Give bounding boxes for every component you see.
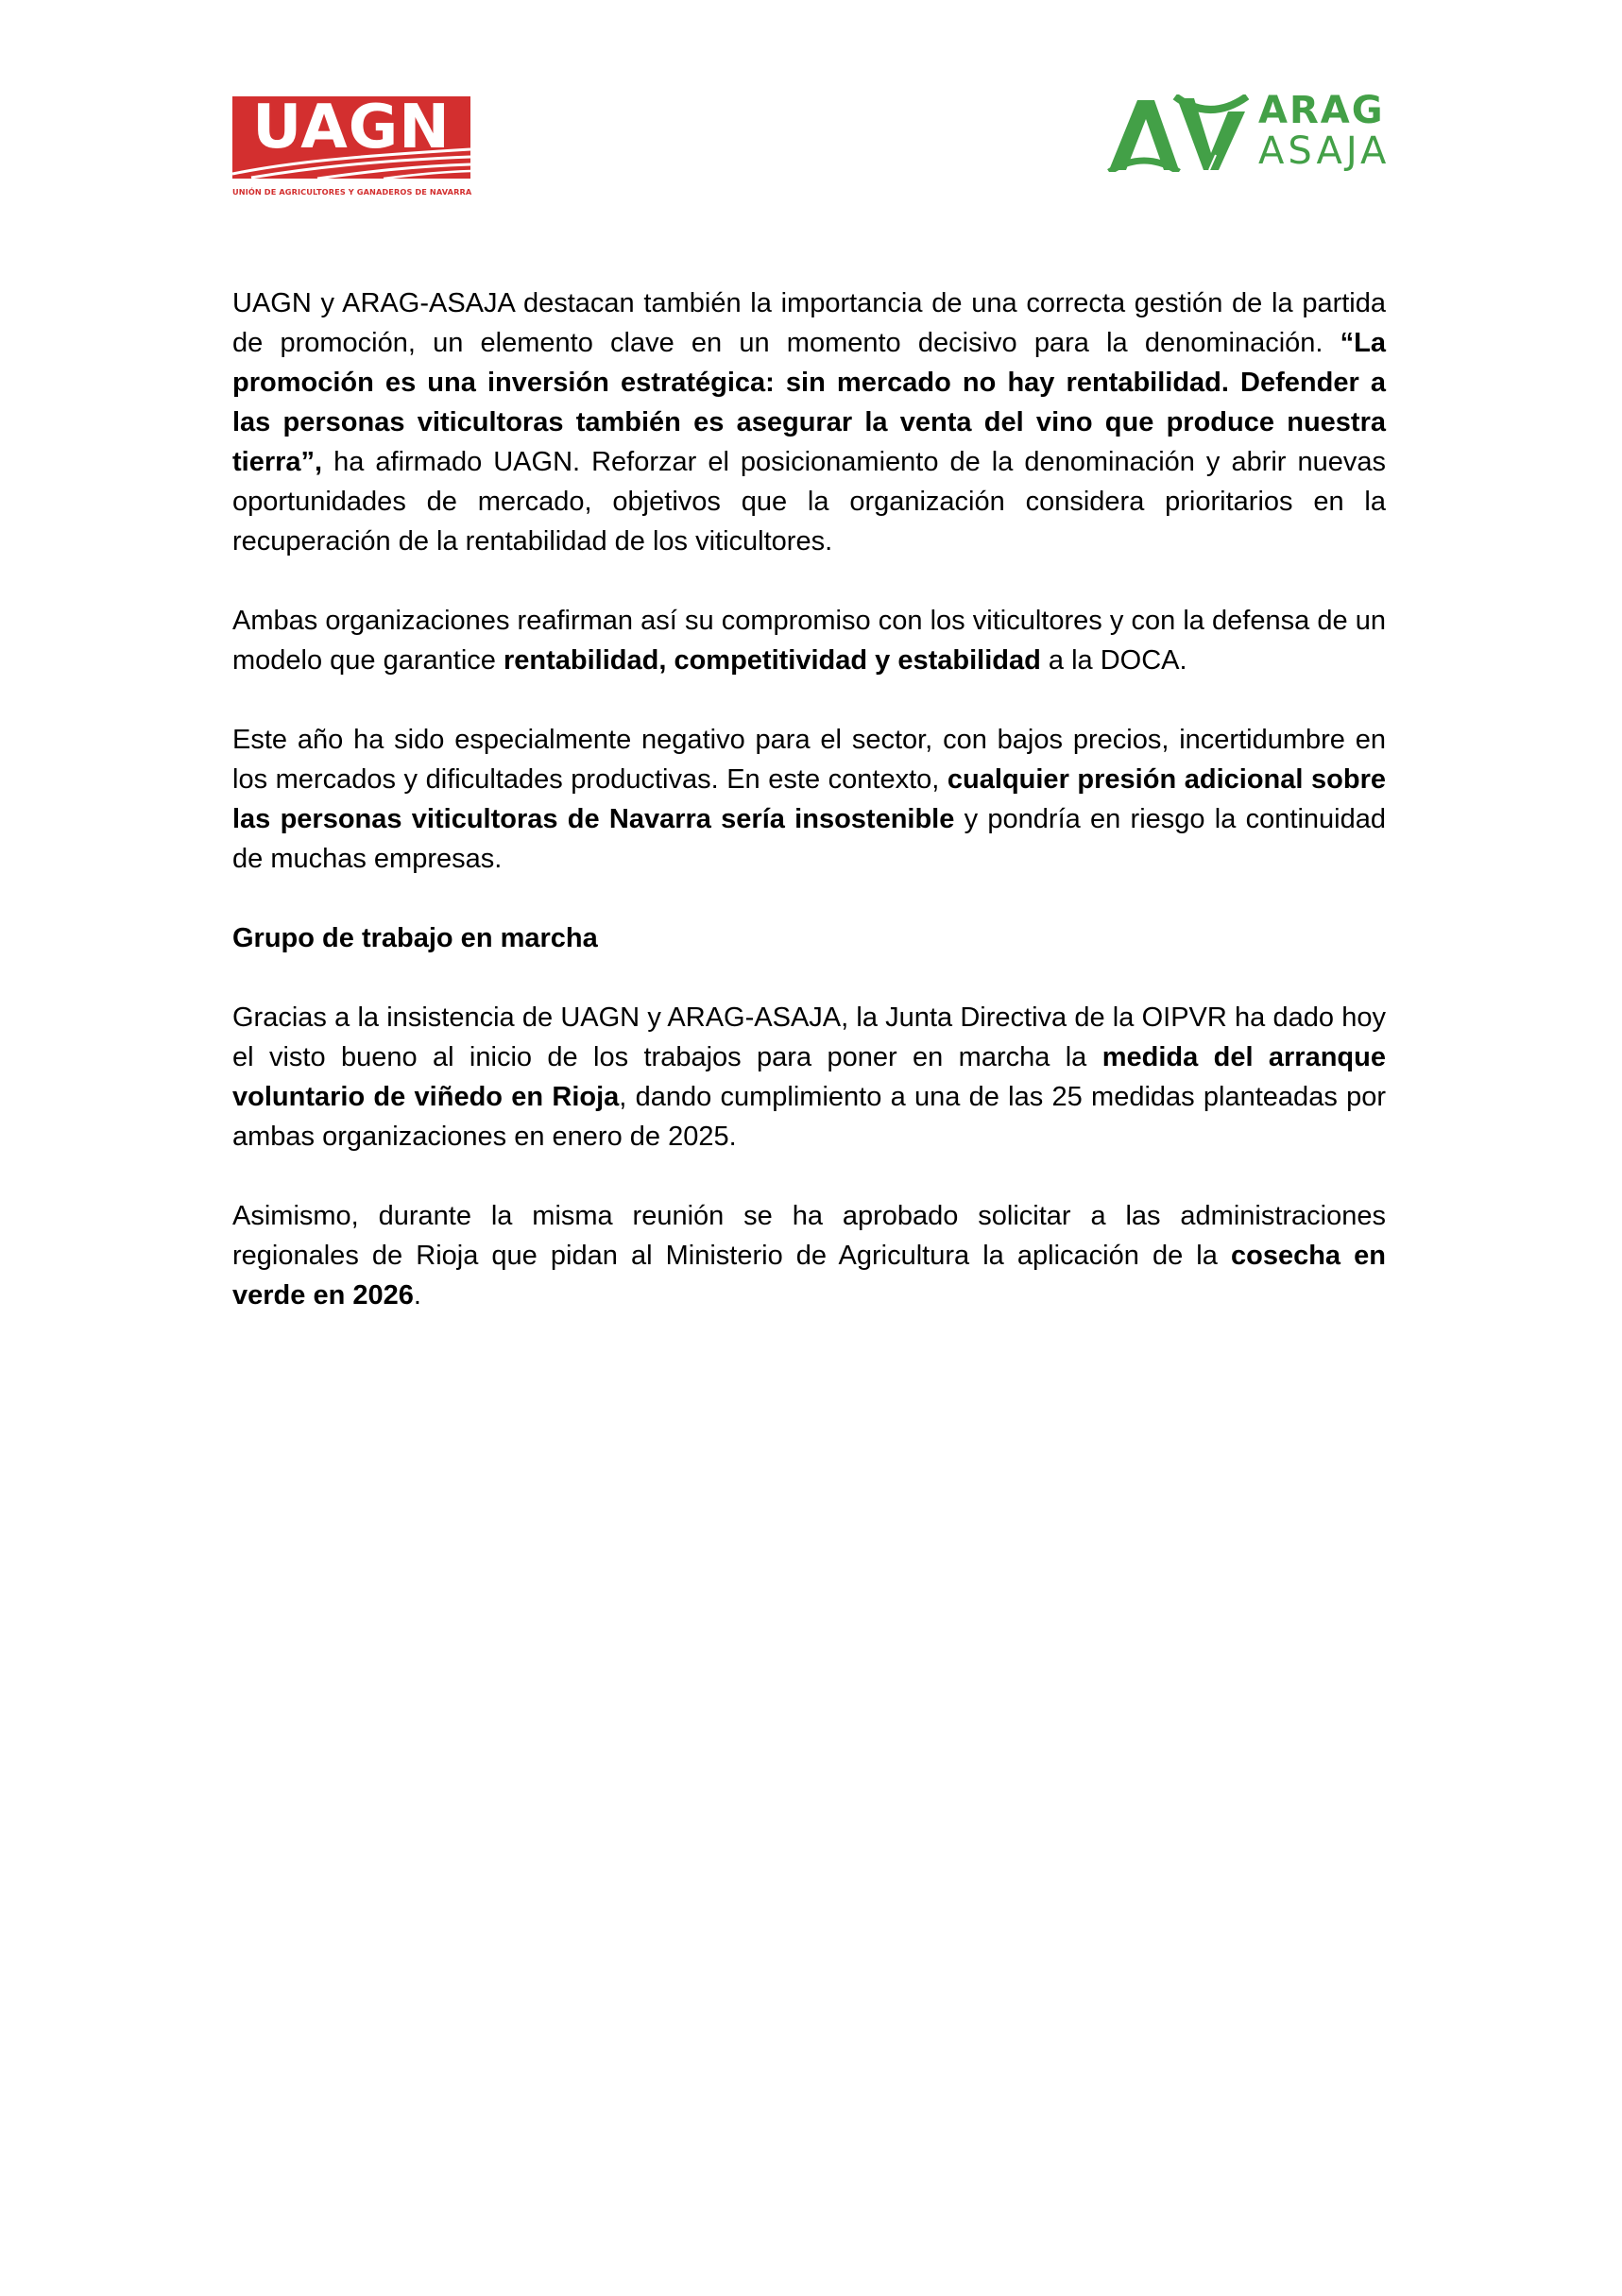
section-heading: Grupo de trabajo en marcha	[232, 923, 598, 953]
text-run: Gracias a la insistencia de UAGN y ARAG-ASAJA, la Junta Directiva de la OIPVR ha dado hoy el visto bueno al inicio de los trabajos para poner en marcha la	[232, 1002, 1386, 1072]
bold-run: cosecha en verde en 2026	[232, 1241, 1386, 1311]
paragraph-negative-year	[232, 720, 1386, 879]
uagn-logo-wordmark: UAGN	[252, 96, 451, 163]
uagn-logo	[232, 96, 470, 197]
document-body	[232, 283, 1386, 1355]
text-run: y pondría en riesgo la continuidad de muchas empresas.	[232, 804, 1386, 874]
text-run: ha afirmado UAGN. Reforzar el posicionamiento de la denominación y abrir nuevas oportunidades de mercado, objetivos que la organización considera prioritarios en la recuperación de la rentabilidad de los viticultores.	[232, 447, 1386, 557]
bold-run: rentabilidad, competitividad y estabilidad	[503, 645, 1041, 676]
uagn-logo-tagline: UNIÓN DE AGRICULTORES Y GANADEROS DE NAVARRA	[232, 187, 472, 197]
text-run: a la DOCA.	[1040, 645, 1187, 676]
uagn-logo-box	[232, 96, 470, 179]
text-run: Asimismo, durante la misma reunión se ha aprobado solicitar a las administraciones regionales de Rioja que pidan al Ministerio de Agricultura la aplicación de la	[232, 1201, 1386, 1271]
arag-asaja-logo	[1105, 89, 1398, 173]
paragraph-working-group	[232, 998, 1386, 1157]
bold-run: cualquier presión adicional sobre las personas viticultoras de Navarra sería insostenible	[232, 764, 1386, 834]
quote-bold: “La promoción es una inversión estratégica: sin mercado no hay rentabilidad. Defender a las personas viticultoras también es asegurar la venta del vino que produce nuestra tierra”,	[232, 328, 1386, 477]
av-mark-icon	[1105, 94, 1249, 172]
text-run: Ambas organizaciones reafirman así su compromiso con los viticultores y con la defensa de un modelo que garantice	[232, 606, 1386, 676]
paragraph-commitment	[232, 601, 1386, 680]
paragraph-promotion	[232, 283, 1386, 561]
paragraph-green-harvest	[232, 1196, 1386, 1315]
text-run: .	[413, 1280, 421, 1311]
text-run: UAGN y ARAG-ASAJA destacan también la importancia de una correcta gestión de la partida de promoción, un elemento clave en un momento decisivo para la denominación.	[232, 288, 1386, 358]
text-run: , dando cumplimiento a una de las 25 medidas planteadas por ambas organizaciones en enero de 2025.	[232, 1082, 1386, 1152]
arag-logo-text: ARAG	[1258, 89, 1385, 132]
bold-run: medida del arranque voluntario de viñedo en Rioja	[232, 1042, 1386, 1112]
text-run: Este año ha sido especialmente negativo para el sector, con bajos precios, incertidumbre en los mercados y dificultades productivas. En este contexto,	[232, 725, 1386, 795]
asaja-logo-text: ASAJA	[1258, 129, 1391, 173]
